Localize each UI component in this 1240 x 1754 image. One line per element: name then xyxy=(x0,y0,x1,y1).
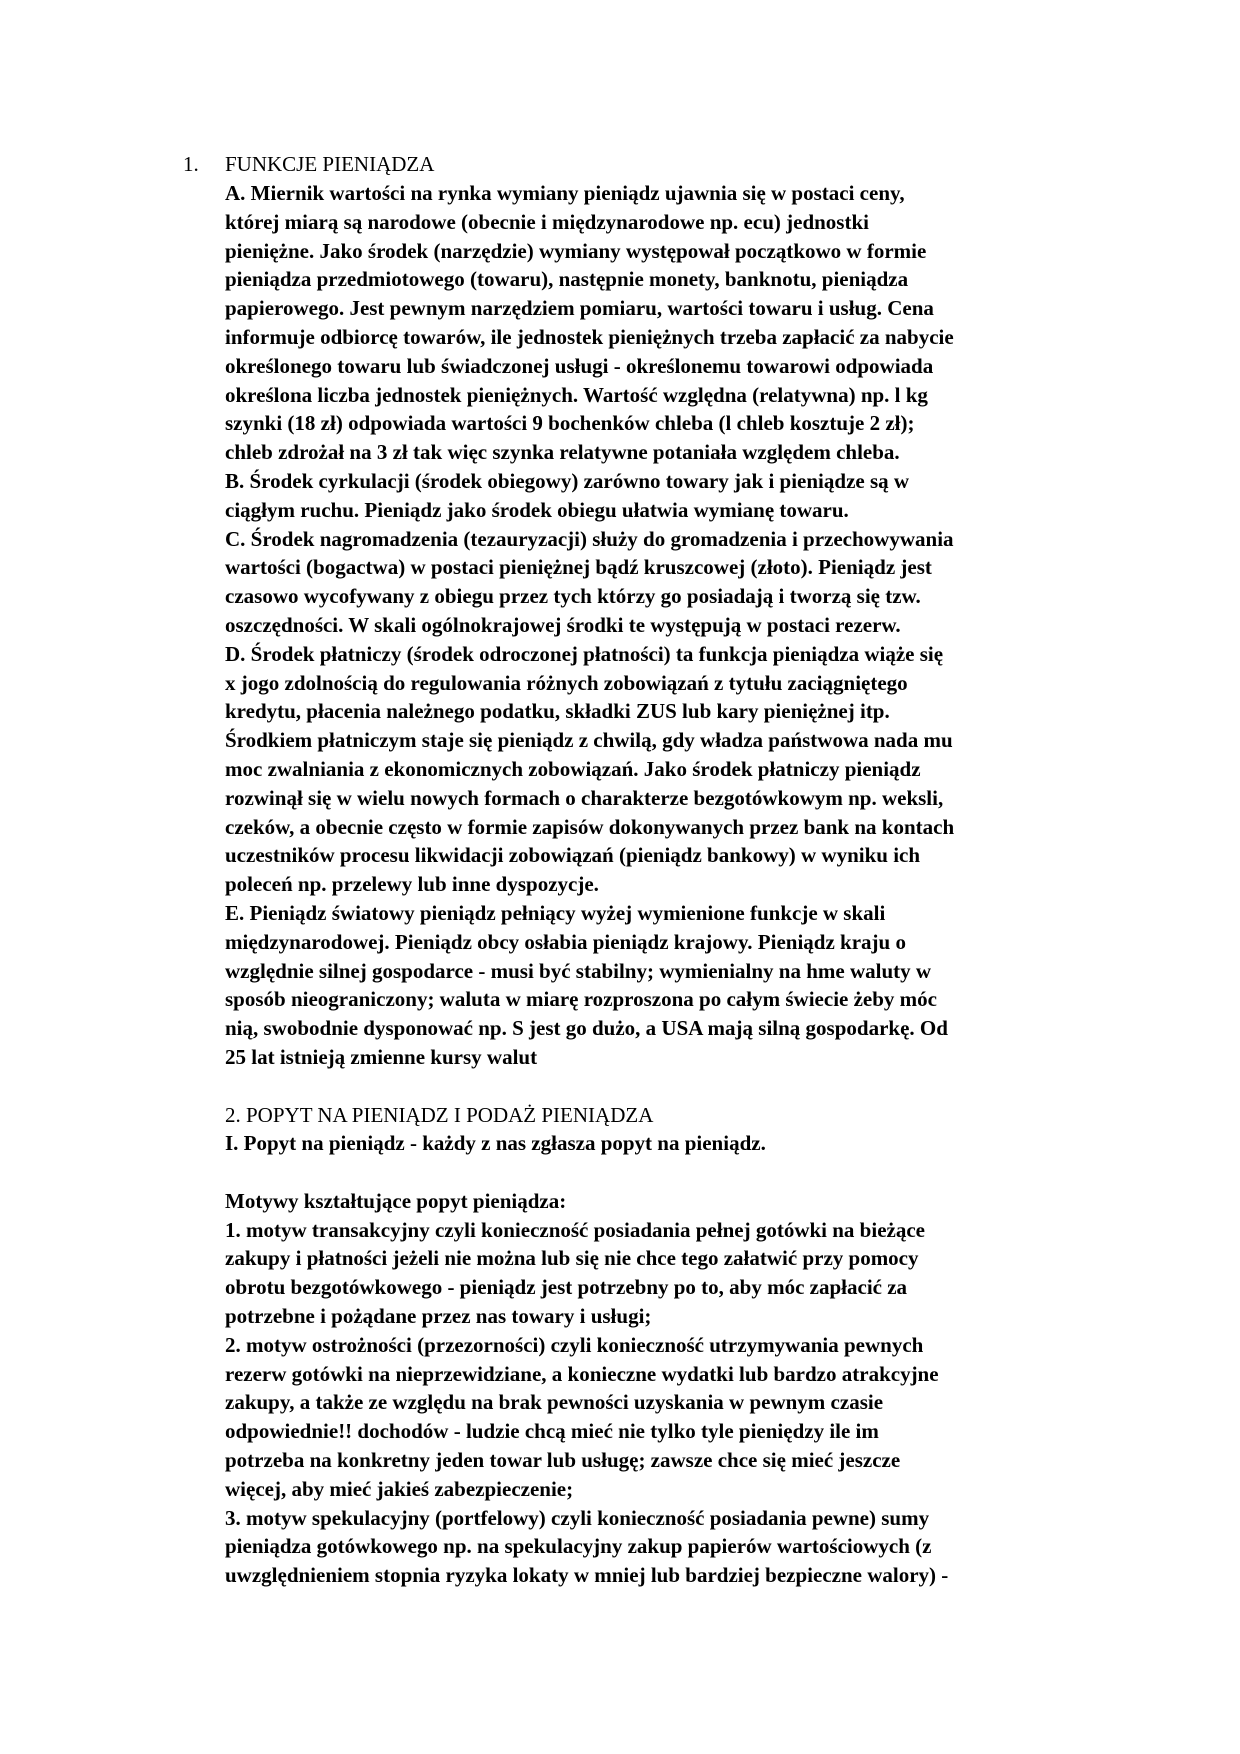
section-1-title: FUNKCJE PIENIĄDZA xyxy=(225,152,435,176)
text-line: więcej, aby mieć jakieś zabezpieczenie; xyxy=(225,1476,574,1501)
text-line: 2. motyw ostrożności (przezorności) czyli konieczność utrzymywania pewnych xyxy=(225,1332,924,1357)
text-line: pieniądza przedmiotowego (towaru), następnie monety, banknotu, pieniądza xyxy=(225,267,909,292)
text-line: kredytu, płacenia należnego podatku, składki ZUS lub kary pieniężnej itp. xyxy=(225,699,890,724)
spacer xyxy=(225,1158,1105,1187)
section-2-heading: 2. POPYT NA PIENIĄDZ I PODAŻ PIENIĄDZA xyxy=(225,1102,654,1127)
text-line: szynki (18 zł) odpowiada wartości 9 bochenków chleba (l chleb kosztuje 2 zł); xyxy=(225,411,915,436)
text-line: sposób nieograniczony; waluta w miarę rozproszona po całym świecie żeby móc xyxy=(225,987,937,1012)
text-line: zakupy, a także ze względu na brak pewności uzyskania w pewnym czasie xyxy=(225,1390,884,1415)
text-line: moc zwalniania z ekonomicznych zobowiązań. Jako środek płatniczy pieniądz xyxy=(225,756,921,781)
text-line: względnie silnej gospodarce - musi być stabilny; wymienialny na hme waluty w xyxy=(225,958,932,983)
text-line: informuje odbiorcę towarów, ile jednostek pieniężnych trzeba zapłacić za nabycie xyxy=(225,324,954,349)
text-line: C. Środek nagromadzenia (tezauryzacji) służy do gromadzenia i przechowywania xyxy=(225,526,954,551)
text-line: pieniądza gotówkowego np. na spekulacyjny zakup papierów wartościowych (z xyxy=(225,1534,932,1559)
text-line: 3. motyw spekulacyjny (portfelowy) czyli konieczność posiadania pewne) sumy xyxy=(225,1505,930,1530)
text-line: określonego towaru lub świadczonej usługi - określonemu towarowi odpowiada xyxy=(225,353,934,378)
motives-heading: Motywy kształtujące popyt pieniądza: xyxy=(225,1188,567,1213)
text-line: czeków, a obecnie często w formie zapisów dokonywanych przez bank na kontach xyxy=(225,814,955,839)
text-line: papierowego. Jest pewnym narzędziem pomiaru, wartości towaru i usług. Cena xyxy=(225,296,934,321)
text-line: której miarą są narodowe (obecnie i międzynarodowe np. ecu) jednostki xyxy=(225,209,869,234)
text-line: 1. motyw transakcyjny czyli konieczność posiadania pełnej gotówki na bieżące xyxy=(225,1217,925,1242)
text-line: obrotu bezgotówkowego - pieniądz jest potrzebny po to, aby móc zapłacić za xyxy=(225,1275,908,1300)
text-line: czasowo wycofywany z obiegu przez tych którzy go posiadają i tworzą się tzw. xyxy=(225,584,921,609)
text-line: x jogo zdolnością do regulowania różnych zobowiązań z tytułu zaciągniętego xyxy=(225,670,908,695)
text-line: potrzeba na konkretny jeden towar lub usługę; zawsze chce się mieć jeszcze xyxy=(225,1448,901,1473)
text-line: Środkiem płatniczym staje się pieniądz z chwilą, gdy władza państwowa nada mu xyxy=(225,728,953,753)
text-line: A. Miernik wartości na rynka wymiany pieniądz ujawnia się w postaci ceny, xyxy=(225,181,905,205)
text-line: B. Środek cyrkulacji (środek obiegowy) zarówno towary jak i pieniądze są w xyxy=(225,468,910,493)
text-line: chleb zdrożał na 3 zł tak więc szynka relatywne potaniała względem chleba. xyxy=(225,440,900,465)
text-line: 25 lat istnieją zmienne kursy walut xyxy=(225,1044,538,1069)
section-2-intro: I. Popyt na pieniądz - każdy z nas zgłasza popyt na pieniądz. xyxy=(225,1131,766,1156)
text-line: odpowiednie!! dochodów - ludzie chcą mieć nie tylko tyle pieniędzy ile im xyxy=(225,1419,879,1444)
text-line: rezerw gotówki na nieprzewidziane, a konieczne wydatki lub bardzo atrakcyjne xyxy=(225,1361,939,1386)
text-line: E. Pieniądz światowy pieniądz pełniący wyżej wymienione funkcje w skali xyxy=(225,900,886,925)
text-line: wartości (bogactwa) w postaci pieniężnej bądź kruszcowej (złoto). Pieniądz jest xyxy=(225,555,932,580)
text-line: międzynarodowej. Pieniądz obcy osłabia pieniądz krajowy. Pieniądz kraju o xyxy=(225,929,906,954)
text-line: uwzględnieniem stopnia ryzyka lokaty w mniej lub bardziej bezpieczne walory) - xyxy=(225,1563,949,1588)
text-line: oszczędności. W skali ogólnokrajowej środki te występują w postaci rezerw. xyxy=(225,612,901,637)
text-line: nią, swobodnie dysponować np. S jest go dużo, a USA mają silną gospodarkę. Od xyxy=(225,1016,948,1041)
section-1-number: 1. xyxy=(183,152,199,176)
text-line: określona liczba jednostek pieniężnych. Wartość względna (relatywna) np. l kg xyxy=(225,382,928,407)
text-line: ciągłym ruchu. Pieniądz jako środek obiegu ułatwia wymianę towaru. xyxy=(225,497,849,522)
text-line: poleceń np. przelewy lub inne dyspozycje. xyxy=(225,872,599,897)
spacer xyxy=(225,1072,1105,1101)
section-1-heading xyxy=(183,150,434,178)
text-line: potrzebne i pożądane przez nas towary i usługi; xyxy=(225,1304,652,1329)
text-line: zakupy i płatności jeżeli nie można lub się nie chce tego załatwić przy pomocy xyxy=(225,1246,919,1271)
text-line: pieniężne. Jako środek (narzędzie) wymiany występował początkowo w formie xyxy=(225,238,927,263)
text-line: rozwinął się w wielu nowych formach o charakterze bezgotówkowym np. weksli, xyxy=(225,785,944,810)
text-line: uczestników procesu likwidacji zobowiązań (pieniądz bankowy) w wyniku ich xyxy=(225,843,921,868)
section-1-body xyxy=(225,179,1105,1590)
text-line: D. Środek płatniczy (środek odroczonej płatności) ta funkcja pieniądza wiąże się xyxy=(225,641,944,666)
